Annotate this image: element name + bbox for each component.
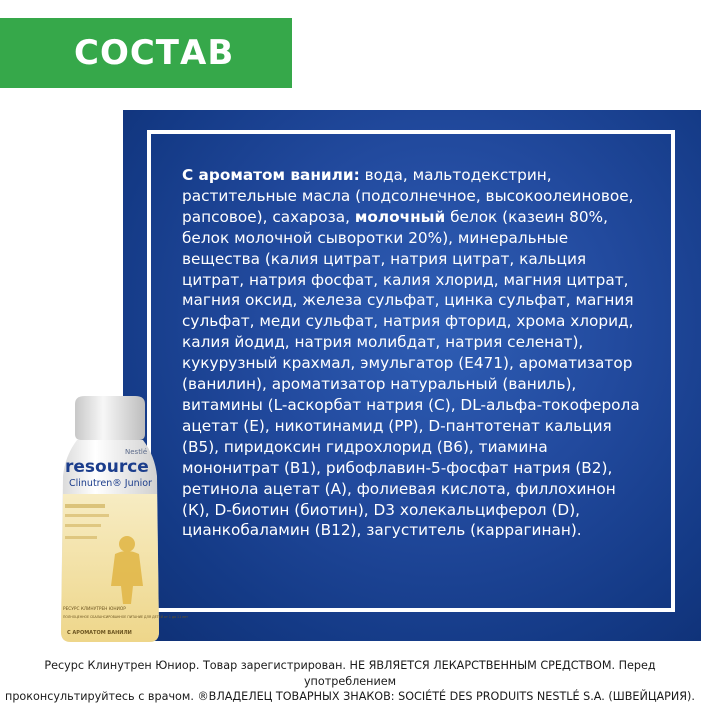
product-bottle-image [55, 396, 188, 646]
footer-line-1: Ресурс Клинутрен Юниор. Товар зарегистрирован. НЕ ЯВЛЯЕТСЯ ЛЕКАРСТВЕННЫМ СРЕДСТВОМ. Перед употреблением [44, 659, 656, 688]
product-name: resource [65, 457, 149, 477]
composition-text [182, 165, 642, 541]
footer-disclaimer [0, 658, 700, 705]
composition-part-2: белок (казеин 80%, белок молочной сыворотки 20%), минеральные вещества (калия цитрат, натрия цитрат, кальция цитрат, натрия фосфат, калия хлорид, магния цитрат, магния оксид, железа сульфат, цинка сульфат, магния сульфат, меди сульфат, натрия фторид, хрома хлорид, калия йодид, натрия молибдат, натрия селенат), кукурузный крахмал, эмульгатор (Е471), ароматизатор (ванилин), ароматизатор натуральный (ваниль), витамины (L-аскорбат натрия (С), DL-альфа-токоферола ацетат (Е), никотинамид (РР), D-пантотенат кальция (В5), пиридоксин гидрохлорид (В6), тиамина мононитрат (В1), рибофлавин-5-фосфат натрия (В2), ретинола ацетат (А), фолиевая кислота, филлохинон (К), D-биотин (биотин), D3 холекальциферол (D), цианкобаламин (В12), загуститель (каррагинан). [182, 207, 640, 540]
product-brand-logo: Nestlé [125, 448, 148, 456]
product-subname: Clinutren® Junior [69, 478, 152, 489]
product-label-2: ПОЛНОЦЕННОЕ СБАЛАНСИРОВАННОЕ ПИТАНИЕ ДЛЯ ДЕТЕЙ от 1 до 11 лет [63, 615, 188, 619]
title-banner [0, 18, 292, 88]
product-flavor: С АРОМАТОМ ВАНИЛИ [67, 630, 132, 636]
composition-part-1: вода, мальтодекстрин, растительные масла (подсолнечное, высокоолеиновое, рапсовое), сахароза, [182, 166, 634, 226]
product-label-1: РЕСУРС КЛИНУТРЕН ЮНИОР [63, 607, 126, 612]
footer-line-2: проконсультируйтесь с врачом. ®ВЛАДЕЛЕЦ ТОВАРНЫХ ЗНАКОВ: SOCIÉTÉ DES PRODUITS NESTLÉ S.A. (ШВЕЙЦАРИЯ). [5, 690, 695, 703]
flavor-label: С ароматом ванили: [182, 166, 360, 184]
page-title: СОСТАВ [74, 33, 235, 73]
composition-bold-word: молочный [354, 207, 446, 226]
